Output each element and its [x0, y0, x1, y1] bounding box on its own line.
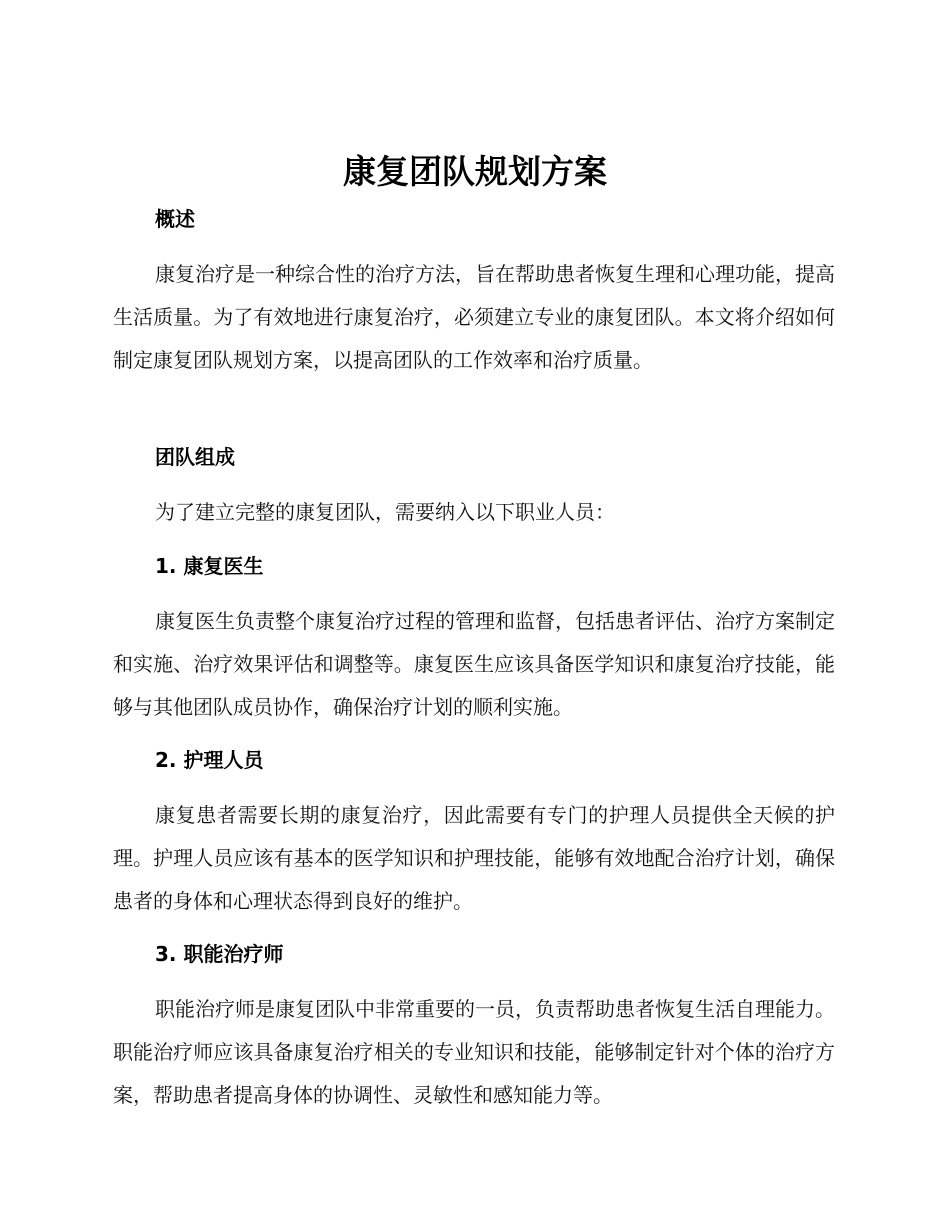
paragraph-role-nursing: 康复患者需要长期的康复治疗，因此需要有专门的护理人员提供全天候的护理。护理人员应该有基本的医学知识和护理技能，能够有效地配合治疗计划，确保患者的身体和心理状态得到良好的维护。 [113, 803, 835, 913]
paragraph-team-intro: 为了建立完整的康复团队，需要纳入以下职业人员： [155, 500, 615, 524]
role-heading-nursing: 2. 护理人员 [155, 748, 264, 772]
paragraph-overview: 康复治疗是一种综合性的治疗方法，旨在帮助患者恢复生理和心理功能，提高生活质量。为了有效地进行康复治疗，必须建立专业的康复团队。本文将介绍如何制定康复团队规划方案，以提高团队的工作效率和治疗质量。 [113, 262, 835, 372]
document-title: 康复团队规划方案 [343, 152, 607, 191]
paragraph-role-occupational-therapist: 职能治疗师是康复团队中非常重要的一员，负责帮助患者恢复生活自理能力。职能治疗师应该具备康复治疗相关的专业知识和技能，能够制定针对个体的治疗方案，帮助患者提高身体的协调性、灵敏性和感知能力等。 [113, 997, 835, 1107]
role-heading-doctor: 1. 康复医生 [155, 554, 264, 578]
section-heading-team: 团队组成 [155, 445, 235, 469]
paragraph-role-doctor: 康复医生负责整个康复治疗过程的管理和监督，包括患者评估、治疗方案制定和实施、治疗效果评估和调整等。康复医生应该具备医学知识和康复治疗技能，能够与其他团队成员协作，确保治疗计划的顺利实施。 [113, 609, 835, 719]
section-heading-overview: 概述 [155, 207, 195, 231]
role-heading-occupational-therapist: 3. 职能治疗师 [155, 942, 284, 966]
